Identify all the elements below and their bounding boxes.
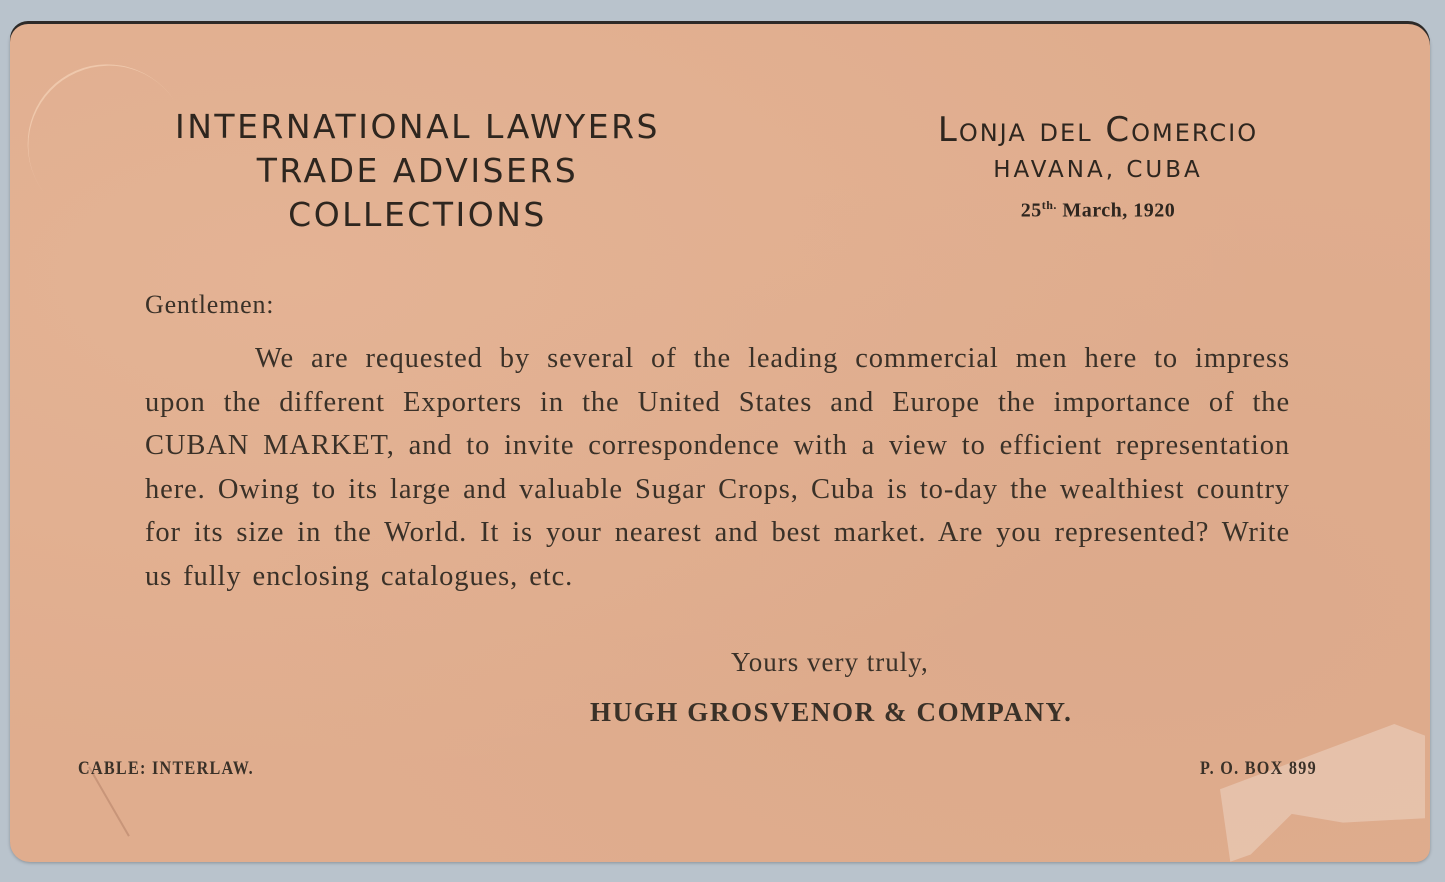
paper-crease bbox=[10, 766, 130, 881]
date-suffix: th. bbox=[1041, 198, 1057, 212]
letterhead-line: COLLECTIONS bbox=[288, 195, 547, 234]
letter-date bbox=[868, 190, 1328, 226]
letterhead-address bbox=[868, 108, 1328, 226]
closing: Yours very truly, bbox=[731, 647, 929, 677]
signature: HUGH GROSVENOR & COMPANY. bbox=[590, 697, 1073, 727]
letterhead-services bbox=[80, 105, 755, 237]
letter-body: We are requested by several of the leading commercial men here to impress upon the different Exporters in the United States and Europe the importance of the CUBAN MARKET, and to invite correspondence with a view to efficient representation here. Owing to its large and valuable Sugar Crops, Cuba is to-day the wealthiest country for its size in the World. It is your nearest and best market. Are you represented? Write us fully enclosing catalogues, etc. bbox=[145, 343, 1290, 592]
date-month-year: March, 1920 bbox=[1056, 199, 1176, 222]
tape-repair bbox=[1220, 724, 1425, 869]
date-day: 25 bbox=[1020, 199, 1042, 222]
building-name: Lonja del Comercio bbox=[937, 110, 1259, 150]
salutation: Gentlemen: bbox=[145, 290, 275, 319]
cable-address: CABLE: INTERLAW. bbox=[78, 758, 254, 779]
city-name: HAVANA, CUBA bbox=[993, 157, 1203, 183]
letterhead-line: INTERNATIONAL LAWYERS bbox=[175, 107, 660, 146]
po-box: P. O. BOX 899 bbox=[1200, 758, 1317, 779]
letterhead-line: TRADE ADVISERS bbox=[256, 151, 579, 190]
